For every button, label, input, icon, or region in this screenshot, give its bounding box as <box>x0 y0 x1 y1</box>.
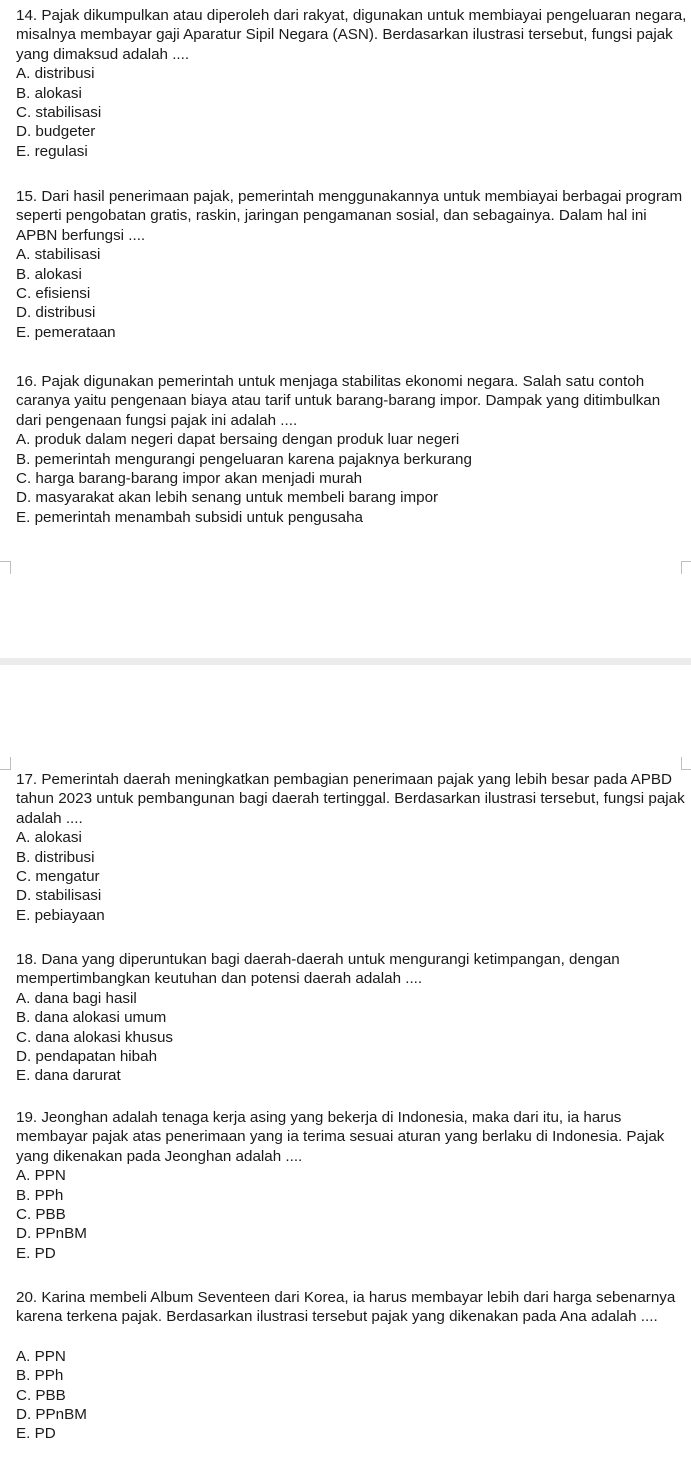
spacer <box>16 1327 688 1347</box>
option-list <box>16 1166 688 1263</box>
question-text: 14. Pajak dikumpulkan atau diperoleh dari rakyat, digunakan untuk membiayai pengeluaran negara, misalnya membayar gaji Aparatur Sipil Negara (ASN). Berdasarkan ilustrasi tersebut, fungsi pajak yang dimaksud adalah .... <box>16 7 687 63</box>
option-e: E. pemerintah menambah subsidi untuk pengusaha <box>16 508 364 526</box>
option-c: C. PBB <box>16 1386 66 1404</box>
option-b: B. distribusi <box>16 848 95 866</box>
crop-mark-bottom-left <box>0 757 11 770</box>
option-d: D. distribusi <box>16 304 96 322</box>
option-c: C. PBB <box>16 1206 66 1224</box>
option-b: B. PPh <box>16 1367 64 1385</box>
option-c: C. stabilisasi <box>16 104 102 122</box>
option-a: A. distribusi <box>16 65 95 83</box>
option-d: D. budgeter <box>16 123 96 141</box>
option-a: A. alokasi <box>16 829 82 847</box>
option-a: A. produk dalam negeri dapat bersaing dengan produk luar negeri <box>16 431 460 449</box>
option-d: D. pendapatan hibah <box>16 1048 158 1066</box>
option-e: E. pebiayaan <box>16 906 105 924</box>
option-b: B. alokasi <box>16 265 82 283</box>
option-b: B. PPh <box>16 1186 64 1204</box>
option-d: D. PPnBM <box>16 1406 87 1424</box>
option-c: C. mengatur <box>16 868 100 886</box>
option-list <box>16 1347 688 1444</box>
option-b: B. dana alokasi umum <box>16 1009 167 1027</box>
question-text: 16. Pajak digunakan pemerintah untuk menjaga stabilitas ekonomi negara. Salah satu contoh caranya yaitu pengenaan biaya atau tarif untuk barang-barang impor. Dampak yang ditimbulkan dari pengenaan fungsi pajak ini adalah .... <box>16 373 661 429</box>
crop-mark-bottom-right <box>681 757 691 770</box>
option-d: D. stabilisasi <box>16 887 102 905</box>
option-c: C. dana alokasi khusus <box>16 1028 174 1046</box>
crop-mark-top-left <box>0 561 11 574</box>
question-text: 19. Jeonghan adalah tenaga kerja asing yang bekerja di Indonesia, maka dari itu, ia harus membayar pajak atas penerimaan yang ia terima sesuai aturan yang berlaku di Indonesia. Pajak yang dikenakan pada Jeonghan adalah .... <box>16 1109 665 1165</box>
question-16 <box>16 372 688 527</box>
question-18 <box>16 950 688 1086</box>
question-19 <box>16 1108 688 1263</box>
question-text: 15. Dari hasil penerimaan pajak, pemerintah menggunakannya untuk membiayai berbagai program seperti pengobatan gratis, raskin, jaringan pengamanan sosial, dan sebagainya. Dalam hal ini APBN berfungsi .... <box>16 188 683 244</box>
option-e: E. dana darurat <box>16 1067 121 1085</box>
option-a: A. dana bagi hasil <box>16 989 137 1007</box>
option-c: C. efisiensi <box>16 285 91 303</box>
question-text: 20. Karina membeli Album Seventeen dari Korea, ia harus membayar lebih dari harga sebenarnya karena terkena pajak. Berdasarkan ilustrasi tersebut pajak yang dikenakan pada Ana adalah .... <box>16 1289 676 1326</box>
option-list <box>16 989 688 1086</box>
option-a: A. stabilisasi <box>16 246 101 264</box>
option-d: D. PPnBM <box>16 1225 87 1243</box>
option-a: A. PPN <box>16 1167 66 1185</box>
option-list <box>16 64 688 161</box>
option-list <box>16 828 688 925</box>
option-d: D. masyarakat akan lebih senang untuk membeli barang impor <box>16 489 439 507</box>
option-b: B. pemerintah mengurangi pengeluaran karena pajaknya berkurang <box>16 450 472 468</box>
option-e: E. pemerataan <box>16 323 116 341</box>
crop-mark-top-right <box>681 561 691 574</box>
option-e: E. PD <box>16 1425 56 1443</box>
page-separator <box>0 658 691 665</box>
question-15 <box>16 187 688 342</box>
question-17 <box>16 770 688 925</box>
question-text: 17. Pemerintah daerah meningkatkan pembagian penerimaan pajak yang lebih besar pada APBD tahun 2023 untuk pembangunan bagi daerah tertinggal. Berdasarkan ilustrasi tersebut, fungsi pajak adalah .... <box>16 771 685 827</box>
question-text: 18. Dana yang diperuntukan bagi daerah-daerah untuk mengurangi ketimpangan, dengan mempertimbangkan keutuhan dan potensi daerah adalah .... <box>16 951 620 988</box>
option-list <box>16 430 688 527</box>
option-list <box>16 245 688 342</box>
option-c: C. harga barang-barang impor akan menjadi murah <box>16 470 363 488</box>
question-20 <box>16 1288 688 1444</box>
option-a: A. PPN <box>16 1347 66 1365</box>
option-e: E. regulasi <box>16 142 88 160</box>
question-14 <box>16 6 688 161</box>
option-b: B. alokasi <box>16 84 82 102</box>
option-e: E. PD <box>16 1244 56 1262</box>
